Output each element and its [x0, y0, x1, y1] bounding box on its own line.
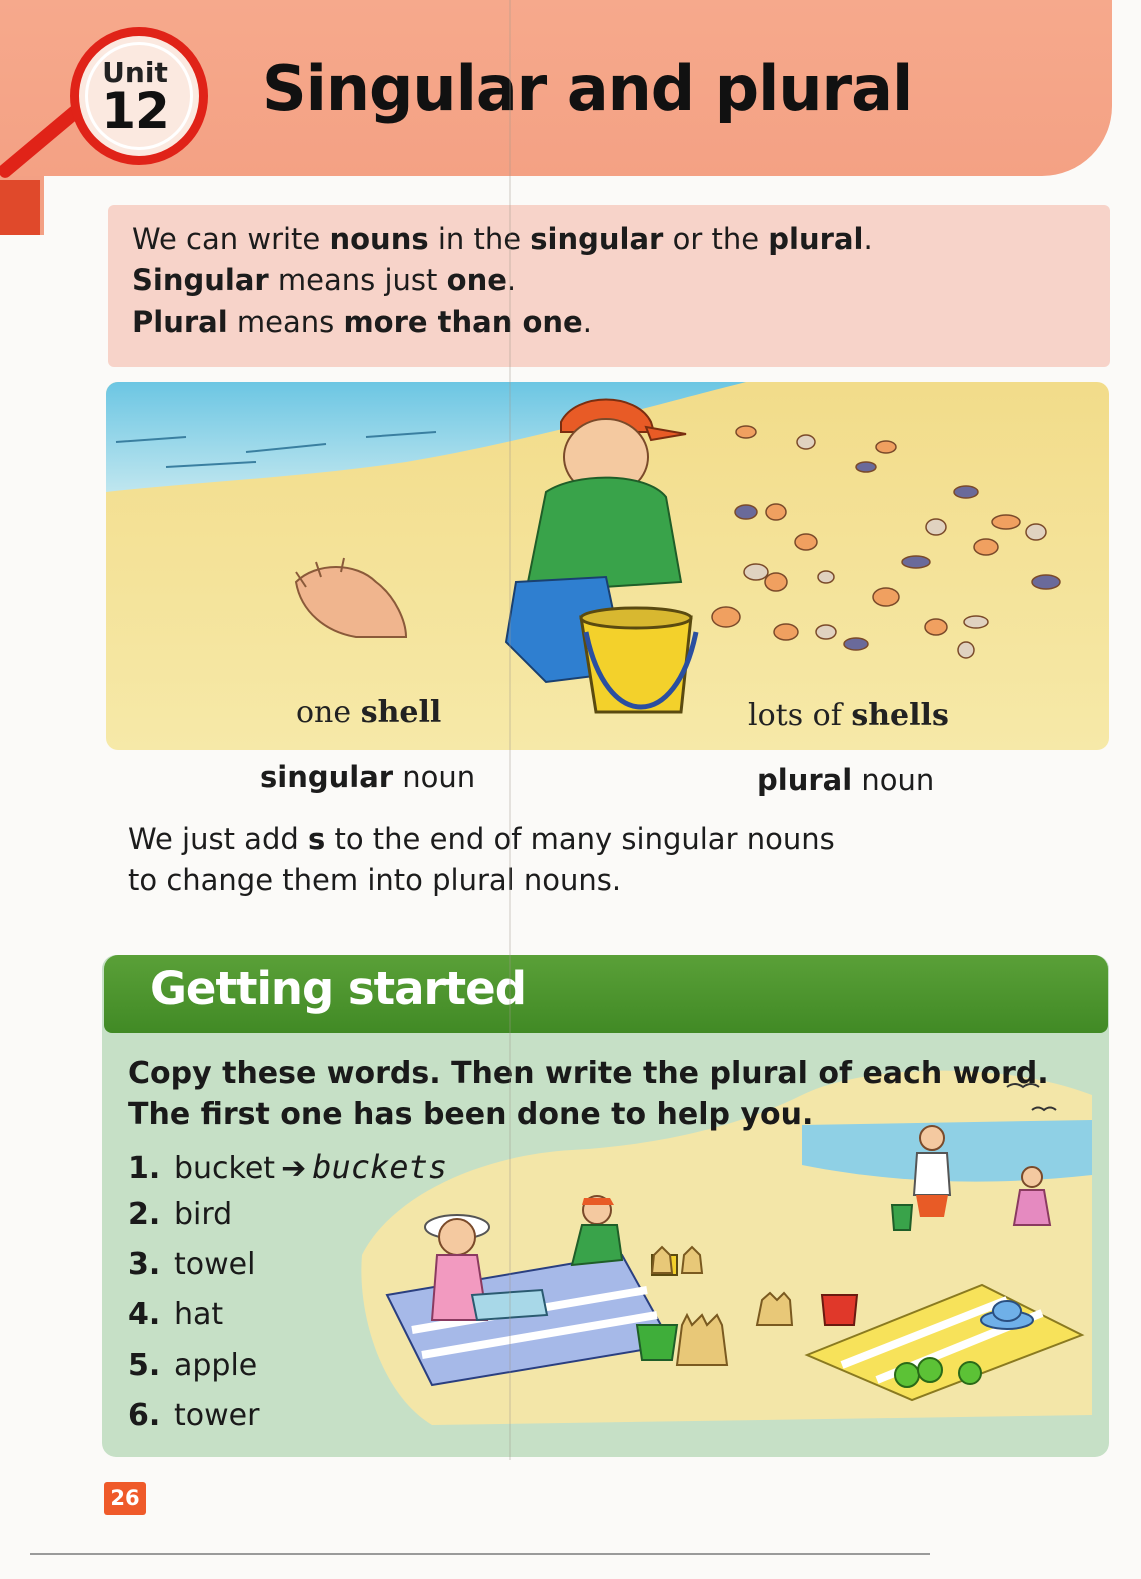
page-number: 26	[104, 1482, 146, 1515]
singular-noun-label: singular noun	[260, 760, 476, 794]
exercise-item-5: 5. apple	[128, 1348, 258, 1383]
exercise-item-1: 1. bucket ➔ buckets	[128, 1148, 448, 1186]
red-bucket-icon	[822, 1295, 857, 1325]
explanation-line-1: We just add s to the end of many singular nouns	[128, 822, 835, 856]
caption-lots-of-shells: lots of shells	[748, 698, 949, 733]
exercise-item-3: 3. towel	[128, 1247, 256, 1282]
beach-illustration	[106, 382, 1109, 750]
rule-line-3: Plural means more than one.	[132, 305, 592, 339]
exercise-item-2: 2. bird	[128, 1197, 233, 1232]
page-edge-accent	[0, 180, 40, 235]
exercise-item-4: 4. hat	[128, 1297, 224, 1332]
rule-line-1: We can write nouns in the singular or the plural.	[132, 222, 873, 256]
getting-started-title: Getting started	[150, 962, 526, 1015]
beach-scene-svg	[106, 382, 1109, 750]
plural-noun-label: plural noun	[757, 763, 935, 797]
instruction-line-2: The first one has been done to help you.	[128, 1097, 814, 1132]
example-answer: buckets	[312, 1148, 448, 1186]
book-spine-crease	[509, 0, 511, 1460]
unit-label: Unit	[102, 56, 168, 89]
exercise-item-6: 6. tower	[128, 1398, 260, 1433]
rule-line-2: Singular means just one.	[132, 263, 517, 297]
caption-one-shell: one shell	[296, 695, 442, 730]
page-bottom-rule	[30, 1553, 930, 1555]
green-bucket-icon	[637, 1325, 677, 1360]
unit-badge	[70, 27, 208, 165]
unit-number: 12	[101, 82, 169, 140]
arrow-right-icon: ➔	[281, 1151, 307, 1186]
explanation-line-2: to change them into plural nouns.	[128, 863, 622, 897]
instruction-line-1: Copy these words. Then write the plural of each word.	[128, 1056, 1049, 1091]
page-title: Singular and plural	[262, 52, 913, 125]
